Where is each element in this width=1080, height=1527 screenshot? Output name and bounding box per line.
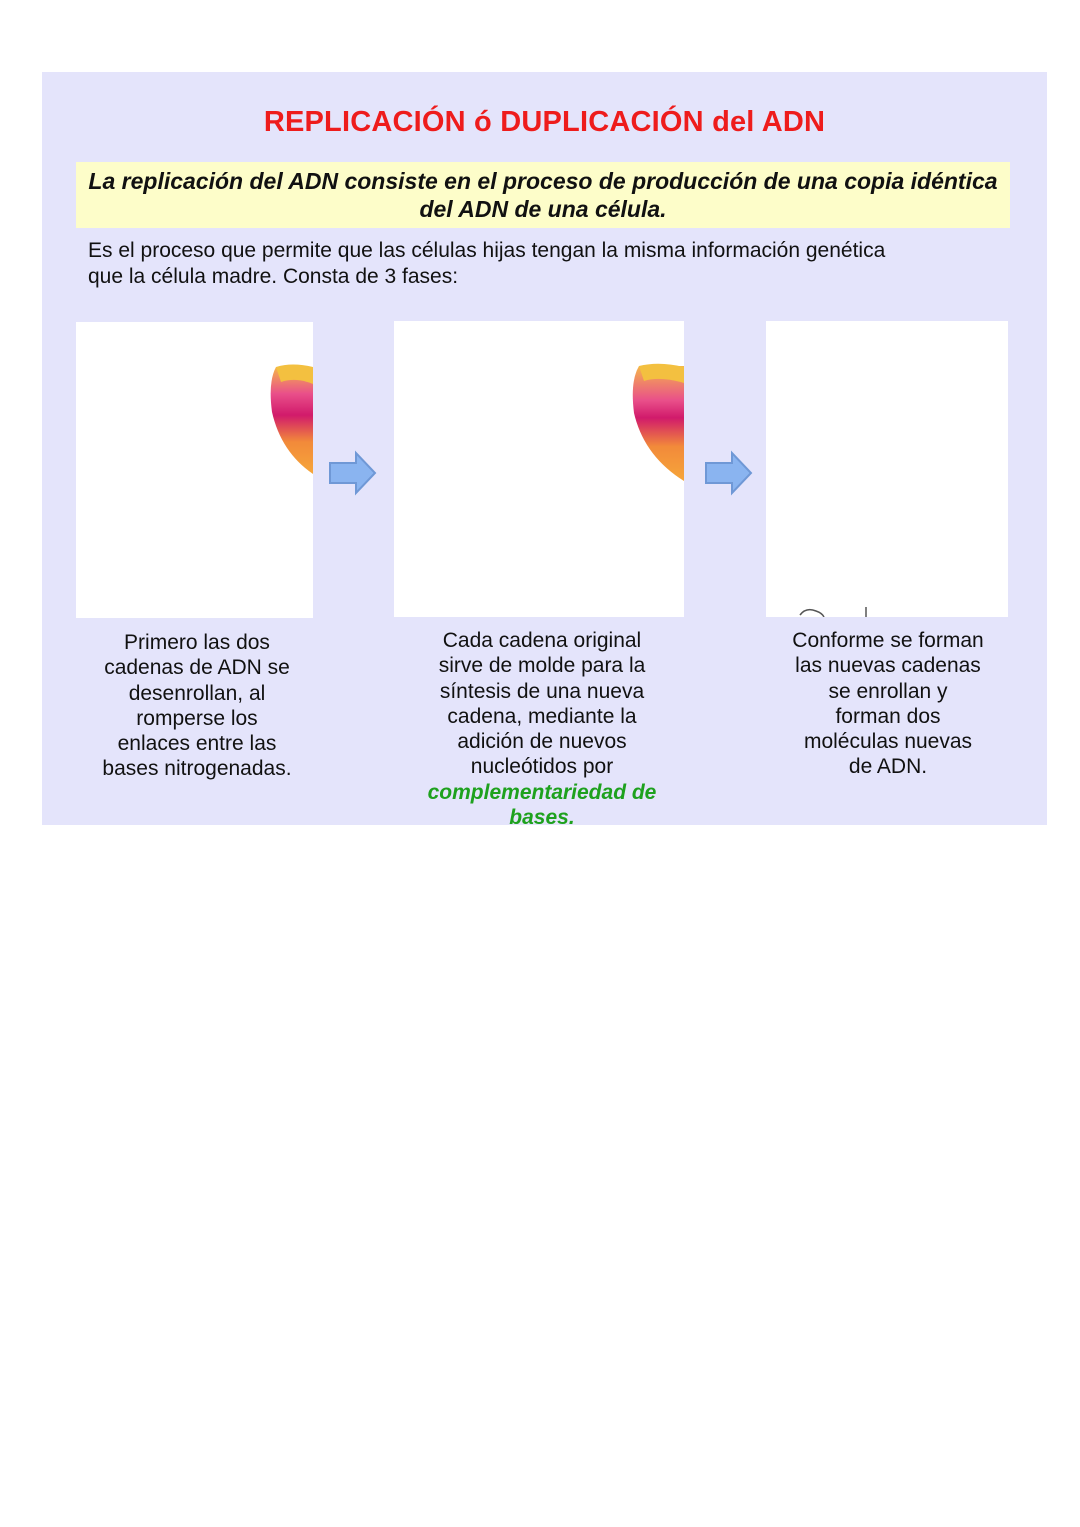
highlight-text: complementariedad de <box>427 780 657 804</box>
right-arrow-icon <box>704 450 754 496</box>
caption-line: adición de nuevos <box>457 730 627 754</box>
phase-1-image <box>76 322 313 618</box>
slide <box>42 72 1047 825</box>
phase-3-caption <box>772 628 1004 780</box>
caption-line: Conforme se forman <box>792 629 984 652</box>
definition-box: La replicación del ADN consiste en el proceso de producción de una copia idéntica del ADN de una célula. <box>76 162 1010 228</box>
caption-line: desenrollan, al <box>128 681 266 705</box>
caption-line: forman dos <box>835 704 941 728</box>
caption-line: cadena, mediante la <box>447 704 637 728</box>
page-title: REPLICACIÓN ó DUPLICACIÓN del ADN <box>263 106 826 138</box>
caption-line: bases nitrogenadas. <box>102 757 292 781</box>
intro-line-1: Es el proceso que permite que las células hijas tengan la misma información genética <box>88 239 886 262</box>
phase-3-image <box>766 321 1008 617</box>
caption-line: romperse los <box>136 706 258 730</box>
caption-line: sirve de molde para la <box>438 654 646 678</box>
caption-line: de ADN. <box>848 755 928 779</box>
intro-text <box>88 238 988 290</box>
intro-line-2: que la célula madre. Consta de 3 fases: <box>88 265 459 288</box>
phase-1-caption <box>82 630 312 782</box>
caption-line: moléculas nuevas <box>803 730 973 754</box>
caption-line: nucleótidos por <box>470 755 614 779</box>
caption-line: síntesis de una nueva <box>439 679 645 703</box>
highlight-text: bases. <box>509 806 575 825</box>
caption-line: se enrollan y <box>828 679 948 703</box>
right-arrow-icon <box>328 450 378 496</box>
caption-line: las nuevas cadenas <box>795 654 981 678</box>
caption-line: cadenas de ADN se <box>104 656 290 680</box>
caption-line: Primero las dos <box>124 631 270 654</box>
phase-2-image <box>394 321 684 617</box>
phase-2-caption <box>412 628 672 825</box>
caption-line: enlaces entre las <box>117 732 277 756</box>
caption-line: Cada cadena original <box>442 629 642 652</box>
